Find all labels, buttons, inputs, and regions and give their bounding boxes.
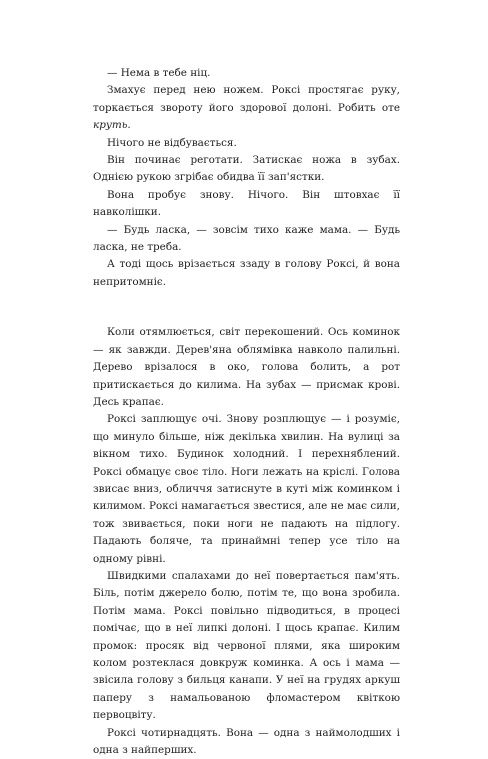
paragraph-text: Змахує перед нею ножем. Роксі простягає руку, торкається звороту його здорової долоні. Робить оте <box>93 84 400 114</box>
paragraph <box>93 82 400 134</box>
page-text <box>93 65 400 759</box>
paragraph: Коли отямлюється, світ перекошений. Ось коминок — як завжди. Дерев'яна облямівка навколо палильні. Дерево врізалося в око, голова болить, а рот притискається до килима. На зубах — присмак крові. Десь крапає. <box>93 326 400 408</box>
paragraph: А тоді щось врізається ззаду в голову Роксі, й вона непритомніє. <box>93 258 400 288</box>
section-break <box>93 291 400 324</box>
paragraph: Швидкими спалахами до неї повертається пам'ять. Біль, потім джерело болю, потім те, що вона зробила. Потім мама. Роксі повільно підводиться, в процесі помічає, що в неї липкі долоні. І щось крапає. Килим промок: просяк від червоної плями, яка широким колом розтеклася довкруж коминка. А ось і мама — звісила голову з бильця канапи. У неї на грудях аркуш паперу з намальованою фломастером квіткою первоцвіту. <box>93 569 400 722</box>
paragraph: — Нема в тебе ніц. <box>107 67 211 79</box>
paragraph-end: . <box>127 119 131 132</box>
paragraph: Вона пробує знову. Нічого. Він штовхає її навколішки. <box>93 188 400 219</box>
paragraph: Він починає реготати. Затискає ножа в зубах. Однією рукою згрібає обидва її зап'ястки. <box>93 154 400 184</box>
paragraph: — Будь ласка, — зовсім тихо каже мама. — Будь ласка, не треба. <box>93 223 400 254</box>
paragraph: Роксі чотирнадцять. Вона — одна з наймолодших і одна з найперших. <box>93 726 400 757</box>
italic-word: круть <box>93 119 128 132</box>
paragraph: Нічого не відбувається. <box>107 136 237 149</box>
paragraph: Роксі заплющує очі. Знову розплющує — і розуміє, що минуло більше, ніж декілька хвилин. На вулиці за вікном тихо. Будинок холодний. І перехняблений. Роксі обмацує своє тіло. Ноги лежать на кріслі. Голова звисає вниз, обличчя затиснуте в куті між коминком і килимом. Роксі намагається звестися, але не має сили, тож звивається, поки ноги не падають на підлогу. Падають боляче, та принаймні тепер усе тіло на одному рівні. <box>93 413 400 565</box>
